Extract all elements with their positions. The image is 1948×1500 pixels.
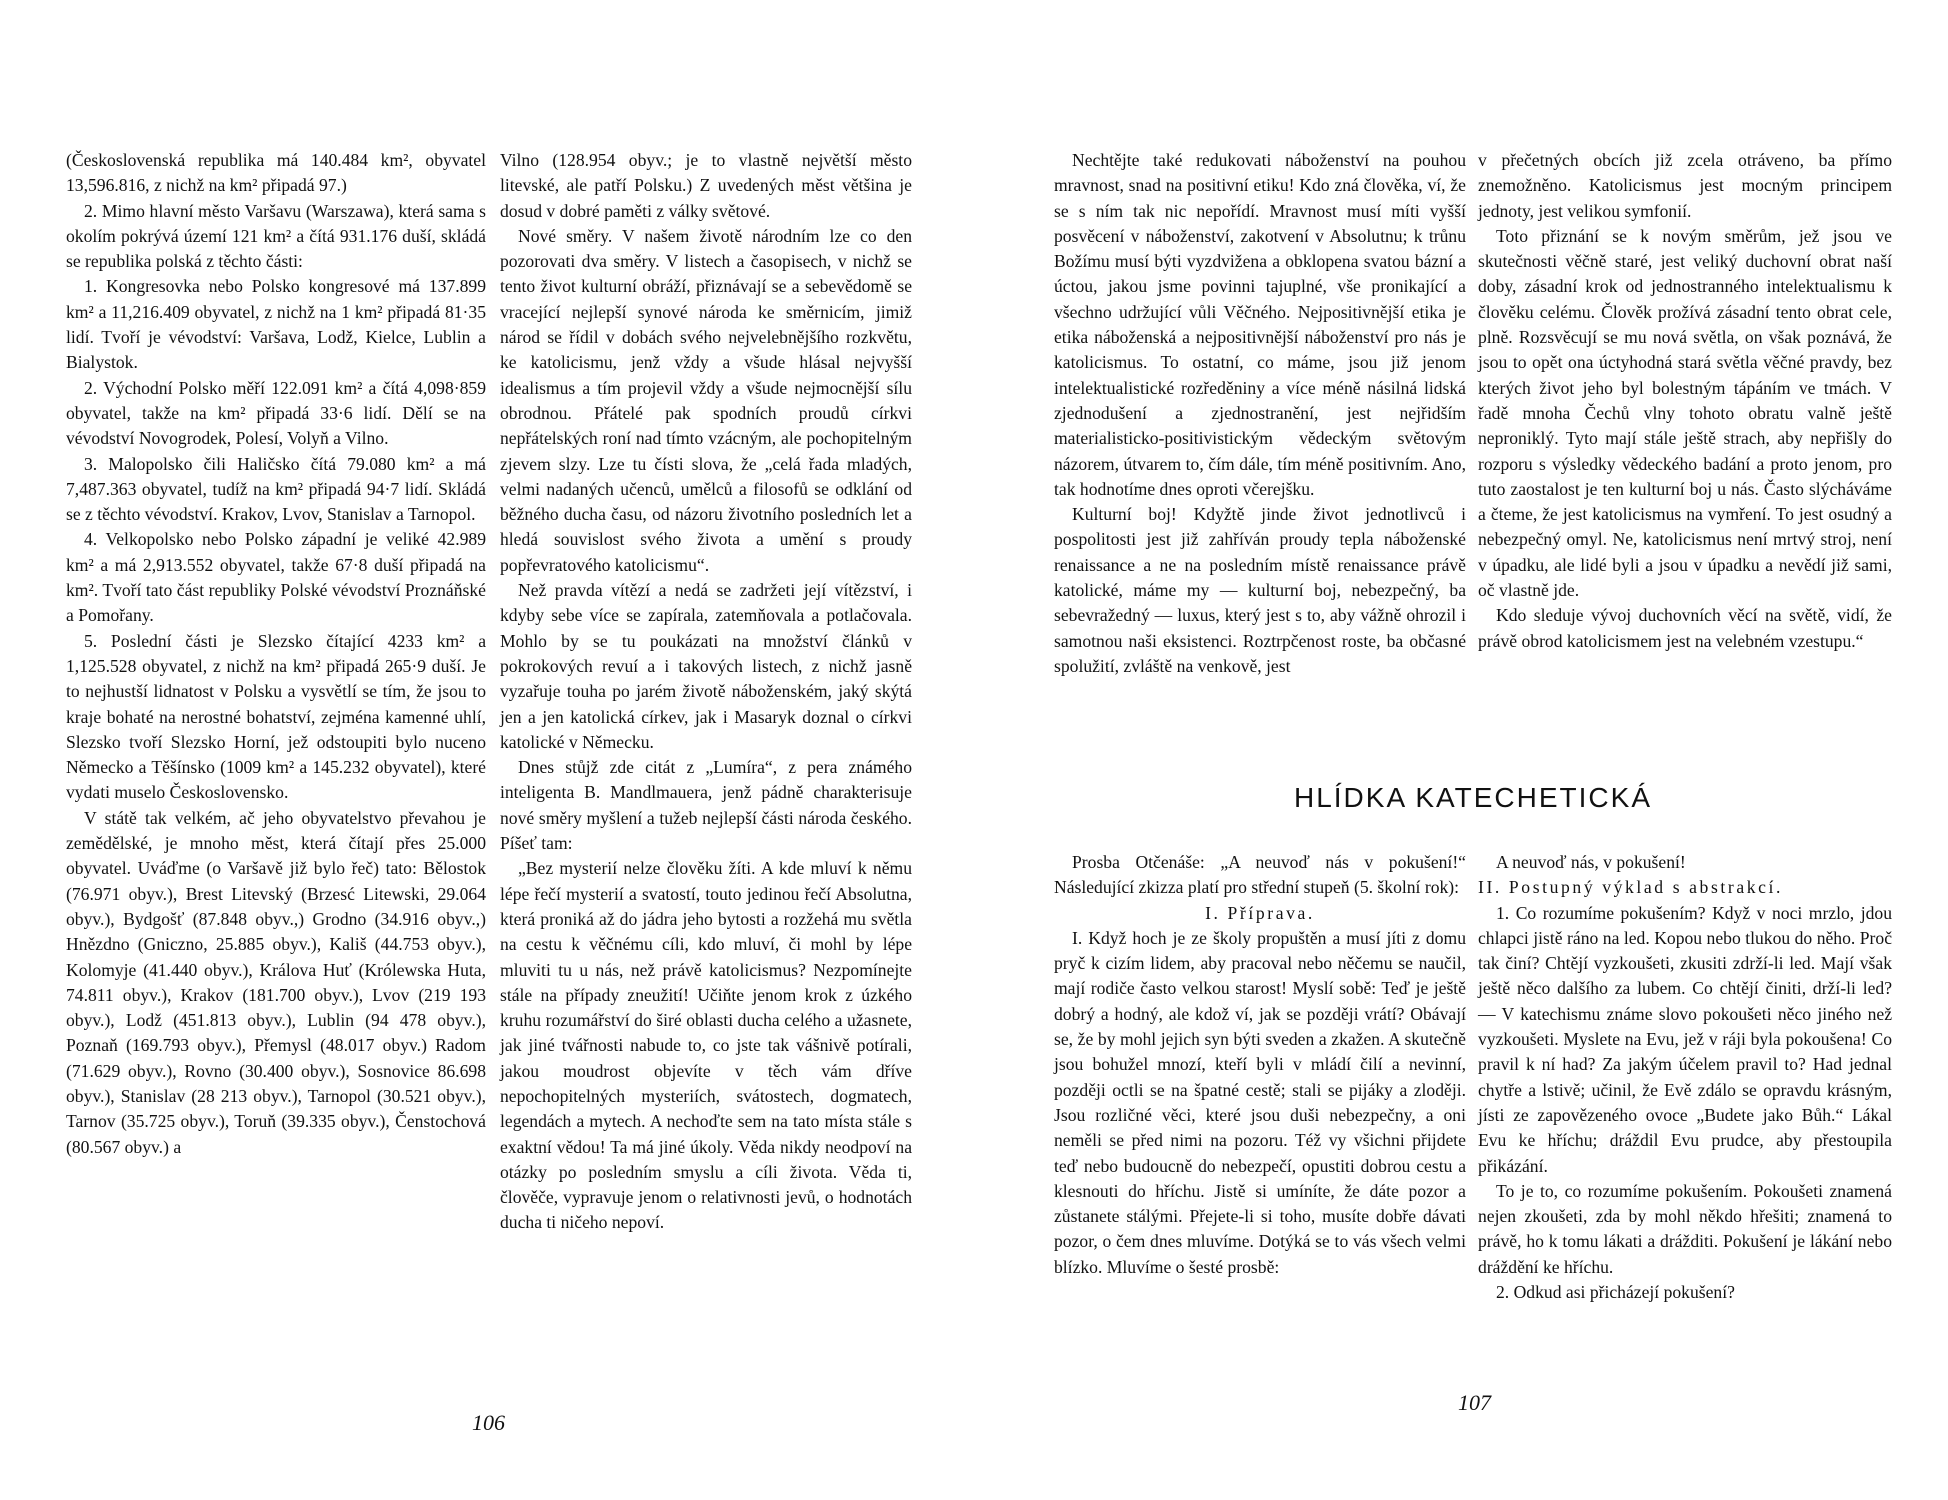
- right-page-column-4: [1478, 850, 1892, 1305]
- paragraph: v přečetných obcích již zcela otráveno, ba přímo znemožněno. Katolicismus jest mocným principem jednoty, jest velikou symfonií.: [1478, 150, 1892, 221]
- paragraph: Nové směry. V našem životě národním lze co den pozorovati dva směry. V listech a časopisech, v nichž se tento život kulturní obráží, přiznávají se a sebevědomě se vracející nejlepší synové národa ke směrnicím, jimiž národ se řídil v dobách svého nejvelebnějšího rozkvětu, ke katolicismu, jenž vždy a všude hlásal nejvyšší idealismus a tím projevil vždy a všude nejmocnější sílu obrodnou. Přátelé pak spodních proudů církvi nepřátelských roní nad tímto vzácným, ale pochopitelným zjevem slzy. Lze tu čísti slova, že „celá řada mladých, velmi nadaných učenců, umělců a filosofů se odklání od běžného ducha času, od názoru životního posledních let a hledá souvislost svého života a umění s proudy popřevratového katolicismu“.: [500, 225, 912, 575]
- paragraph: (Československá republika má 140.484 km², obyvatel 13,596.816, z nichž na km² připadá 97.): [66, 150, 486, 196]
- paragraph: I. Když hoch je ze školy propuštěn a musí jíti z domu pryč k cizím lidem, aby pracoval nebo něčemu se naučil, mají rodiče často velkou starost! Myslí sobě: Teď je ještě dobrý a hodný, ale kdož ví, jak se později vrátí? Obávají se, že by mohl jejich syn býti sveden a zkažen. A skutečně jsou bohužel mnozí, kteří byli v mládí čilí a nevinní, později octli se na špatné cestě; stali se pijáky a zloději. Jsou rozličné věci, které jsou duši nebezpečny, a oni neměli se před nimi na pozoru. Též vy všichni přijdete teď nebo budoucně do nebezpečí, opustiti dobrou cestu a klesnouti do hříchu. Jistě si umíníte, že dáte pozor a zůstanete stálými. Přejete-li si toho, musíte dobře dávati pozor, o čem dnes mluvíme. Dotýká se to vás všech velmi blízko. Mluvíme o šesté prosbě:: [1054, 927, 1466, 1277]
- paragraph: 2. Odkud asi přicházejí pokušení?: [1496, 1282, 1735, 1303]
- left-page-column-1: [66, 148, 486, 1160]
- paragraph: A neuvoď nás, v pokušení!: [1496, 852, 1686, 872]
- paragraph: 1. Kongresovka nebo Polsko kongresové má 137.899 km² a 11,216.409 obyvatel, z nichž na 1 km² připadá 81·35 lidí. Tvoří je vévodství: Varšava, Lodž, Kielce, Lublin a Bialystok.: [66, 276, 486, 373]
- paragraph: Prosba Otčenáše: „A neuvoď nás v pokušení!“ Následující zkizza platí pro střední stupeň (5. školní rok):: [1054, 852, 1466, 898]
- paragraph: 3. Malopolsko čili Haličsko čítá 79.080 km² a má 7,487.363 obyvatel, tudíž na km² připadá 94·7 lidí. Skládá se z těchto vévodství. Krakov, Lvov, Stanislav a Tarnopol.: [66, 453, 486, 525]
- paragraph: 2. Východní Polsko měří 122.091 km² a čítá 4,098·859 obyvatel, takže na km² připadá 33·6 lidí. Dělí se na vévodství Novogrodek, Polesí, Volyň a Vilno.: [66, 377, 486, 449]
- paragraph: 5. Poslední části je Slezsko čítající 4233 km² a 1,125.528 obyvatel, z nichž na km² připadá 265·9 duší. Je to nejhustší lidnatost v Polsku a vysvětlí se tím, že jsou to kraje bohaté na nerostné bohatství, zejména kamenné uhlí, Slezsko tvoří Slezsko Horní, jež odstoupiti bylo nuceno Německo a Těšínsko (1009 km² a 145.232 obyvatel), které vydati muselo Československo.: [66, 630, 486, 803]
- paragraph: Kdo sleduje vývoj duchovních věcí na světě, vidí, že právě obrod katolicismem jest na velebném vzestupu.“: [1478, 605, 1892, 651]
- paragraph: 1. Co rozumíme pokušením? Když v noci mrzlo, jdou chlapci jistě ráno na led. Kopou nebo tlukou do něho. Proč tak činí? Chtějí vyzkoušeti, zkusiti zdrží-li led. Mají však ještě něco dalšího za lubem. Co chtějí činiti, drží-li led? — V katechismu známe slovo pokoušeti něco jiného než vyzkoušeti. Myslete na Evu, jež v ráji byla pokoušena! Co pravil k ní had? Za jakým účelem pravil to? Had jednal chytře a lstivě; učinil, že Evě zdálo se opravdu krásným, jísti ze zapovězeného ovoce „Budete jako Bůh.“ Lákal Evu ke hříchu; dráždil Evu prudce, aby přestoupila přikázání.: [1478, 902, 1892, 1176]
- subheading: I. Příprava.: [1205, 902, 1315, 923]
- paragraph: Dnes stůjž zde citát z „Lumíra“, z pera známého inteligenta B. Mandlmauera, jenž pádně charakterisuje nové směry myšlení a tužeb nejlepší části národa českého. Píšeť tam:: [500, 757, 912, 854]
- paragraph: „Bez mysterií nelze člověku žíti. A kde mluví k němu lépe řečí mysterií a svatostí, touto jedinou řečí Absolutna, která proniká až do jádra jeho bytosti a rozžehá mu světla na cestu k věčnému cíli, kdo mluví, či mohl by lépe mluviti tu u nás, než právě katolicismus? Nezpomínejte stále na případy zneužití! Učiňte jenom krok z úzkého kruhu rozumářství do širé oblasti ducha celého a užasnete, jak jiné tvářnosti nabude to, co jste tak vášnivě potírali, jakou moudrost objevíte v těch vám dříve nepochopitelných mysteriích, svátostech, dogmatech, legendách a mytech. A nechoďte sem na tato místa stále s exaktní vědou! Ta má jiné úkoly. Věda nikdy neodpoví na otázky po posledním smyslu a cíli života. Věda ti, člověče, vypravuje jenom o relativnosti jevů, o hodnotách ducha ti ničeho nepoví.: [500, 858, 912, 1233]
- page-number-left: 106: [472, 1410, 505, 1435]
- left-page-column-2: [500, 148, 912, 1236]
- right-page-column-3: [1054, 850, 1466, 1280]
- right-page-column-2: [1478, 148, 1892, 654]
- subheading: II. Postupný výklad s abstrakcí.: [1478, 877, 1784, 898]
- right-page-column-1: [1054, 148, 1466, 679]
- page-number-right: 107: [1458, 1390, 1491, 1415]
- paragraph: Vilno (128.954 obyv.; je to vlastně největší město litevské, ale patří Polsku.) Z uvedených měst většina je dosud v dobré paměti z války světové.: [500, 150, 912, 221]
- paragraph: To je to, co rozumíme pokušením. Pokoušeti znamená nejen zkoušeti, zda by mohl někdo hřešiti; znamená to právě, ho k tomu lákati a drážditi. Pokušení je lákání nebo dráždění ke hříchu.: [1478, 1180, 1892, 1277]
- paragraph: Kulturní boj! Kdyžtě jinde život jednotlivců i pospolitosti jest již zahříván proudy tepla náboženské renaissance a ne na posledním místě renaissance právě katolické, máme my — kulturní boj, nebezpečný, ba sebevražedný — luxus, který jest s to, aby vážně ohrozil i samotnou naši eksistenci. Roztrpčenost roste, ba občasné spolužití, zvláště na venkově, jest: [1054, 504, 1466, 676]
- paragraph: Než pravda vítězí a nedá se zadržeti její vítězství, i kdyby sebe více se zapírala, zatemňovala a potlačovala. Mohlo by se tu poukázati na množství článků v pokrokových revuí a i takových listech, z nichž jasně vyzařuje touha po jarém životě náboženském, jaký skýtá jen a jen katolická církev, jak i Masaryk doznal o církvi katolické v Německu.: [500, 580, 912, 752]
- paragraph: Nechtějte také redukovati náboženství na pouhou mravnost, snad na positivní etiku! Kdo zná člověka, ví, že se s ním tak nic nepořídí. Mravnost musí míti vyšší posvěcení v náboženství, zakotvení v Absolutnu; k trůnu Božímu musí býti vyzdvižena a obklopena svatou bázní a úctou, jakou jsme povinni tajuplné, vše pronikající a všechno udržující vůli Věčného. Nejpositivnější etika je etika náboženská a nejpositivnější náboženství pro nás je katolicismus. To ostatní, co máme, jsou již jenom intelektualistické rozředěniny a více méně násilná lidská zjednodušení a zjednostranění, jest nejřidším materialisticko-positivistickým vědeckým světovým názorem, útvarem to, čím dále, tím méně positivním. Ano, tak hodnotíme dnes oproti včerejšku.: [1054, 150, 1466, 499]
- paragraph: Toto přiznání se k novým směrům, jež jsou ve skutečnosti věčně staré, jest veliký duchovní obrat naší doby, zásadní krok od jednostranného intelektualismu k člověku celému. Člověk prožívá zásadní tento obrat cele, plně. Rozsvěcují se mu nová světla, on však poznává, že jsou to opět ona úctyhodná stará světla věčné pravdy, bez kterých život jeho byl bolestným tápáním ve tmách. V řadě mnoha Čechů vlny tohoto obratu valně ještě neproniklý. Tyto mají stále ještě strach, aby nepřišly do rozporu s výsledky vědeckého badání a proto jenom, pro tuto zaostalost je ten kulturní boj u nás. Často slýcháváme a čteme, že jest katolicismus na vymření. To jest osudný a nebezpečný omyl. Ne, katolicismus není mrtvý stroj, není v úpadku, ale lidé byli a jsou v úpadku a nevědí již sami, oč vlastně jde.: [1478, 225, 1892, 601]
- paragraph: 4. Velkopolsko nebo Polsko západní je veliké 42.989 km² a má 2,913.552 obyvatel, takže 67·8 duší připadá na km². Tvoří tato část republiky Polské vévodství Proznáňské a Pomořany.: [66, 529, 486, 626]
- section-heading: HLÍDKA KATECHETICKÁ: [1293, 782, 1652, 813]
- paragraph: V státě tak velkém, ač jeho obyvatelstvo převahou je zemědělské, je mnoho měst, která čítají přes 25.000 obyvatel. Uváďme (o Varšavě již bylo řeč) tato: Bělostok (76.971 obyv.), Brest Litevský (Brzesć Litewski, 29.064 obyv.), Bydgošť (87.848 obyv.,) Grodno (34.916 obyv.,) Hnězdno (Gniczno, 25.885 obyv.), Kališ (44.753 obyv.), Kolomyje (41.440 obyv.), Králova Huť (Królewska Huta, 74.811 obyv.), Krakov (181.700 obyv.), Lvov (219 193 obyv.), Lodž (451.813 obyv.), Lublin (94 478 obyv.), Poznaň (169.793 obyv.), Přemysl (48.017 obyv.) Radom (71.629 obyv.), Rovno (30.400 obyv.), Sosnovice 86.698 obyv.), Stanislav (28 213 obyv.), Tarnopol (30.521 obyv.), Tarnov (35.725 obyv.), Toruň (39.335 obyv.), Čenstochová (80.567 obyv.) a: [66, 807, 486, 1157]
- paragraph: 2. Mimo hlavní město Varšavu (Warszawa), která sama s okolím pokrývá území 121 km² a čítá 931.176 duší, skládá se republika polská z těchto části:: [66, 200, 486, 272]
